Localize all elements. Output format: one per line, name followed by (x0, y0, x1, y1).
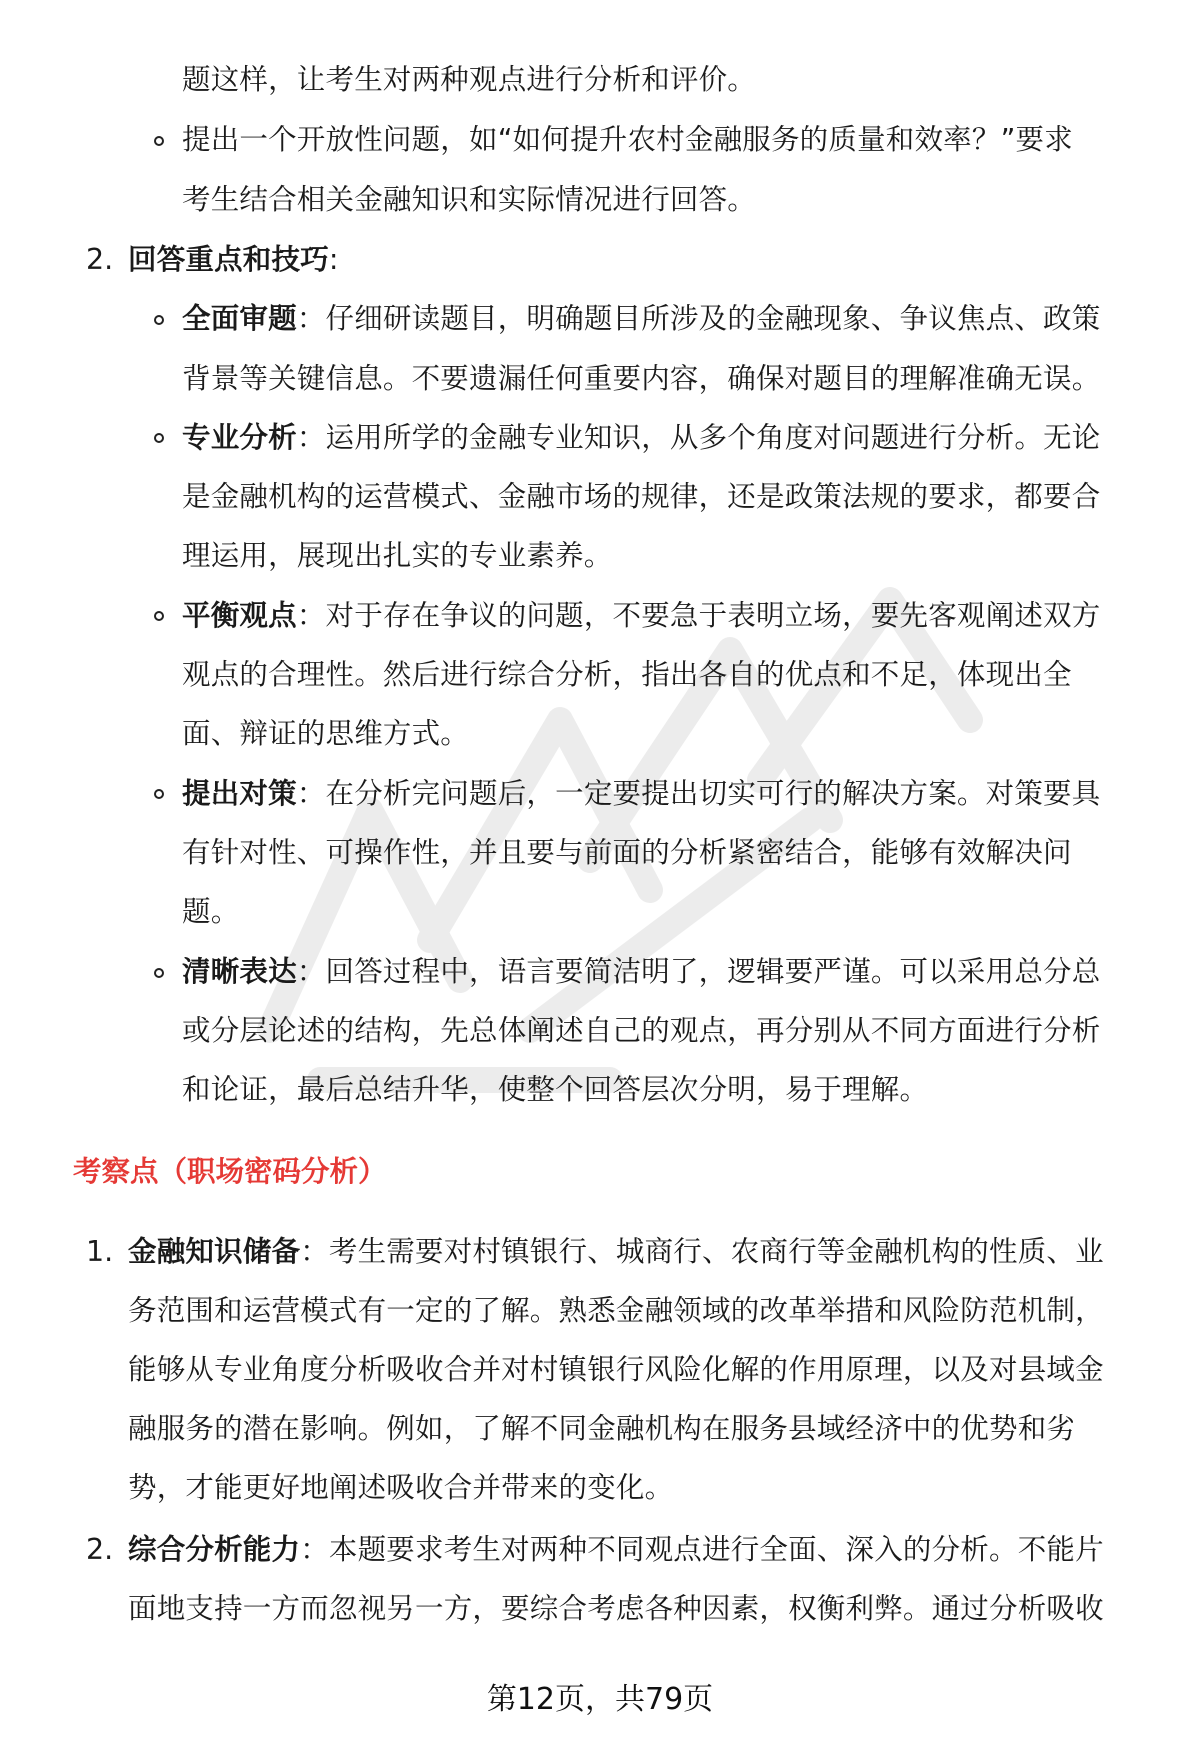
bullet-line (182, 952, 1100, 992)
bullet-text: ：对于存在争议的问题，不要急于表明立场，要先客观阐述双方 (296, 599, 1101, 632)
section-item-line: 势，才能更好地阐述吸收合并带来的变化。 (128, 1471, 674, 1504)
section-item-label: 金融知识储备 (128, 1235, 301, 1268)
section-item-label: 综合分析能力 (128, 1533, 301, 1566)
bullet-line: 有针对性、可操作性，并且要与前面的分析紧密结合，能够有效解决问 (182, 836, 1072, 869)
hollow-bullet-icon (154, 968, 164, 978)
hollow-bullet-icon (154, 433, 164, 443)
item-heading-title: 回答重点和技巧 (128, 243, 329, 276)
bullet-line: 面、辩证的思维方式。 (182, 717, 470, 750)
bullet-line: 和论证，最后总结升华，使整个回答层次分明，易于理解。 (182, 1073, 929, 1106)
list-number: 2. (86, 1533, 114, 1566)
bullet-line (182, 596, 1100, 636)
section-item-line: 面地支持一方而忽视另一方，要综合考虑各种因素，权衡利弊。通过分析吸收 (128, 1592, 1104, 1625)
hollow-bullet-icon (154, 136, 164, 146)
hollow-bullet-icon (154, 315, 164, 325)
list-number: 2. (86, 243, 114, 276)
item-heading (128, 240, 339, 280)
bullet-line: 或分层论述的结构，先总体阐述自己的观点，再分别从不同方面进行分析 (182, 1014, 1101, 1047)
bullet-line (182, 774, 1100, 814)
item-heading-colon: : (328, 243, 339, 276)
section-heading: 考察点（职场密码分析） (73, 1155, 387, 1188)
section-item-text: ：考生需要对村镇银行、城商行、农商行等金融机构的性质、业 (300, 1235, 1104, 1268)
bullet-label: 清晰表达 (182, 955, 297, 988)
bullet-text: ：运用所学的金融专业知识，从多个角度对问题进行分析。无论 (296, 421, 1101, 454)
bullet-line: 背景等关键信息。不要遗漏任何重要内容，确保对题目的理解准确无误。 (182, 362, 1101, 395)
open-question-line-1: 提出一个开放性问题，如“如何提升农村金融服务的质量和效率？”要求 (182, 123, 1073, 156)
bullet-line: 题。 (182, 895, 240, 928)
bullet-text: ：仔细研读题目，明确题目所涉及的金融现象、争议焦点、政策 (296, 302, 1101, 335)
hollow-bullet-icon (154, 789, 164, 799)
hollow-bullet-icon (154, 611, 164, 621)
bullet-line (182, 418, 1100, 458)
bullet-label: 提出对策 (182, 777, 297, 810)
bullet-line (182, 299, 1100, 339)
bullet-label: 全面审题 (182, 302, 297, 335)
bullet-line: 理运用，展现出扎实的专业素养。 (182, 539, 613, 572)
section-item-line (128, 1232, 1104, 1272)
bullet-label: 专业分析 (182, 421, 297, 454)
section-item-line: 能够从专业角度分析吸收合并对村镇银行风险化解的作用原理，以及对县域金 (128, 1353, 1104, 1386)
open-question-line-2: 考生结合相关金融知识和实际情况进行回答。 (182, 183, 757, 216)
bullet-text: ：在分析完问题后，一定要提出切实可行的解决方案。对策要具 (296, 777, 1101, 810)
bullet-label: 平衡观点 (182, 599, 297, 632)
section-item-line (128, 1530, 1104, 1570)
section-item-text: ：本题要求考生对两种不同观点进行全面、深入的分析。不能片 (300, 1533, 1104, 1566)
section-item-line: 融服务的潜在影响。例如，了解不同金融机构在服务县域经济中的优势和劣 (128, 1412, 1076, 1445)
continuation-text: 题这样，让考生对两种观点进行分析和评价。 (182, 63, 757, 96)
bullet-line: 观点的合理性。然后进行综合分析，指出各自的优点和不足，体现出全 (182, 658, 1072, 691)
page-number-footer: 第12页，共79页 (486, 1682, 714, 1717)
bullet-line: 是金融机构的运营模式、金融市场的规律，还是政策法规的要求，都要合 (182, 480, 1101, 513)
bullet-text: ：回答过程中，语言要简洁明了，逻辑要严谨。可以采用总分总 (296, 955, 1101, 988)
section-item-line: 务范围和运营模式有一定的了解。熟悉金融领域的改革举措和风险防范机制， (128, 1294, 1104, 1327)
list-number: 1. (86, 1235, 114, 1268)
